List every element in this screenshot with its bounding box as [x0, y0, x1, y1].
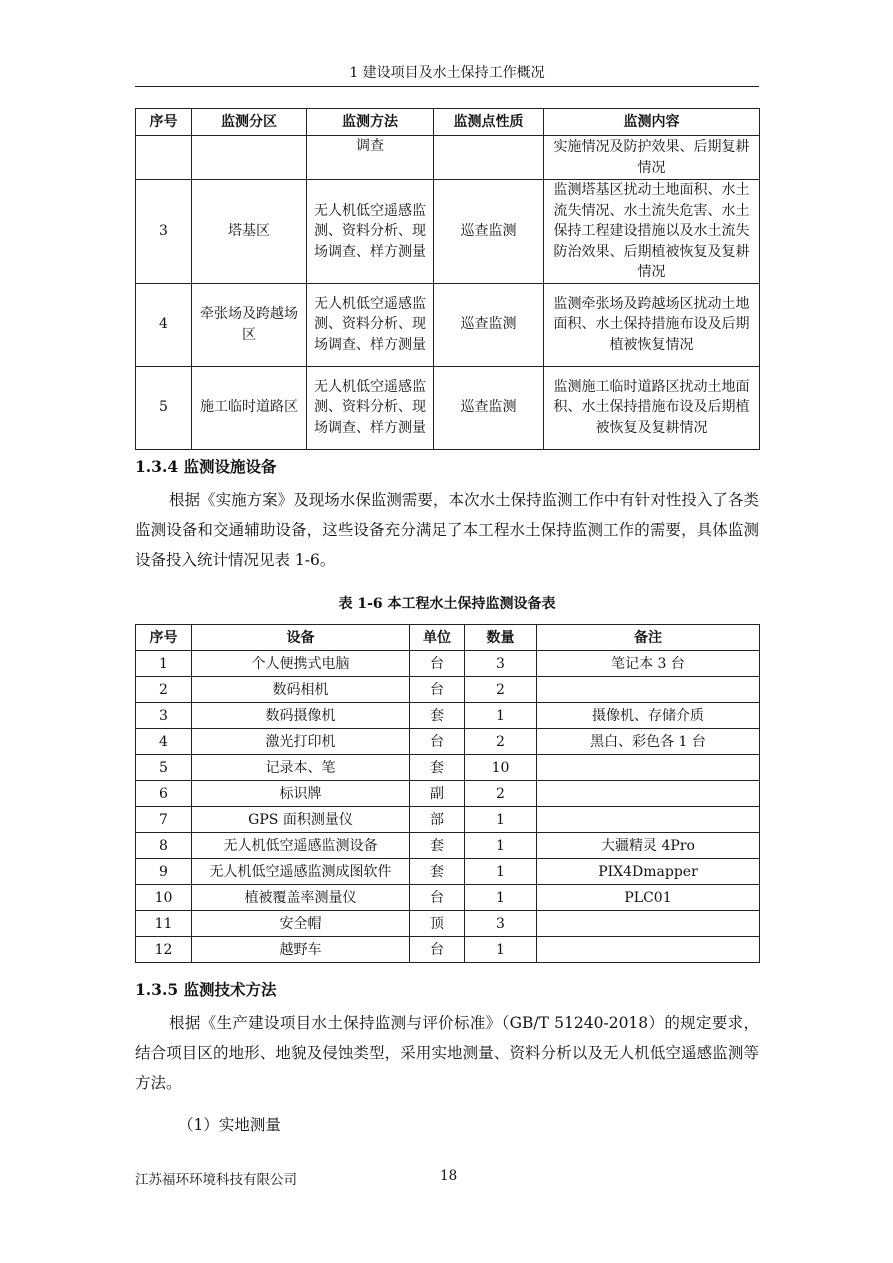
table-cell: 1: [465, 833, 537, 859]
table-row: [136, 885, 760, 911]
table-row: [136, 859, 760, 885]
table-cell: 4: [136, 283, 192, 366]
table-cell: GPS 面积测量仪: [192, 807, 410, 833]
page-number: 18: [440, 1168, 458, 1184]
table-header-row: [136, 625, 760, 651]
table-cell: 无人机低空遥感监测、资料分析、现场调查、样方测量: [307, 366, 434, 449]
table-cell: 巡查监测: [434, 180, 544, 284]
table-cell: 巡查监测: [434, 366, 544, 449]
table-row: [136, 283, 760, 366]
table-row: [136, 180, 760, 284]
table-cell: [537, 755, 760, 781]
table-cell: 8: [136, 833, 192, 859]
table-row: [136, 833, 760, 859]
table-cell: 台: [410, 937, 465, 963]
table-cell: 无人机低空遥感监测、资料分析、现场调查、样方测量: [307, 180, 434, 284]
table-cell: [434, 136, 544, 180]
table-cell: 11: [136, 911, 192, 937]
table-row: [136, 755, 760, 781]
table-cell: 3: [465, 651, 537, 677]
table-cell: 顶: [410, 911, 465, 937]
table-row: [136, 651, 760, 677]
table-cell: 7: [136, 807, 192, 833]
table-cell: 套: [410, 755, 465, 781]
table-cell: PLC01: [537, 885, 760, 911]
equipment-table: [135, 624, 760, 963]
table-row: [136, 911, 760, 937]
table-cell: [537, 677, 760, 703]
table-cell: 1: [136, 651, 192, 677]
header-cell: 单位: [410, 625, 465, 651]
table-cell: 巡查监测: [434, 283, 544, 366]
section-heading-1-3-5: 1.3.5 监测技术方法: [135, 980, 277, 999]
footer-company: 江苏福环环境科技有限公司: [135, 1172, 297, 1188]
section-paragraph-1-3-4: 根据《实施方案》及现场水保监测需要，本次水土保持监测工作中有针对性投入了各类监测设备和交通辅助设备，这些设备充分满足了本工程水土保持监测工作的需要，具体监测设备投入统计情况见表 1-6。: [135, 491, 759, 569]
table-cell: [136, 136, 192, 180]
header-cell: 序号: [136, 109, 192, 136]
table-row: [136, 781, 760, 807]
table-cell: 副: [410, 781, 465, 807]
table-row: [136, 729, 760, 755]
table-cell: 笔记本 3 台: [537, 651, 760, 677]
table-cell: 4: [136, 729, 192, 755]
header-cell: 监测内容: [544, 109, 760, 136]
table-cell: 6: [136, 781, 192, 807]
table-cell: 1: [465, 703, 537, 729]
table-caption: 表 1-6 本工程水土保持监测设备表: [338, 596, 556, 612]
table-cell: [537, 911, 760, 937]
table-cell: 10: [136, 885, 192, 911]
table-cell: 3: [136, 180, 192, 284]
table-cell: 套: [410, 703, 465, 729]
list-item-field-measurement: （1）实地测量: [178, 1116, 281, 1134]
table-cell: 无人机低空遥感监测设备: [192, 833, 410, 859]
table-cell: 5: [136, 366, 192, 449]
table-cell: 数码相机: [192, 677, 410, 703]
table-cell: 1: [465, 937, 537, 963]
monitoring-zone-table: [135, 108, 760, 450]
header-rule: [135, 86, 759, 87]
table-row: [136, 677, 760, 703]
table-cell: 牵张场及跨越场区: [192, 283, 307, 366]
table-cell: 实施情况及防护效果、后期复耕情况: [544, 136, 760, 180]
table-cell: 安全帽: [192, 911, 410, 937]
table-cell: 个人便携式电脑: [192, 651, 410, 677]
table-cell: 台: [410, 729, 465, 755]
header-cell: 监测方法: [307, 109, 434, 136]
table-cell: 施工临时道路区: [192, 366, 307, 449]
table-cell: 1: [465, 885, 537, 911]
table-cell: 监测塔基区扰动土地面积、水土流失情况、水土流失危害、水土保持工程建设措施以及水土流失防治效果、后期植被恢复及复耕情况: [544, 180, 760, 284]
table-cell: 台: [410, 677, 465, 703]
table-cell: [537, 937, 760, 963]
table-cell: 调查: [307, 136, 434, 180]
table-cell: 越野车: [192, 937, 410, 963]
table-cell: 数码摄像机: [192, 703, 410, 729]
table-cell: 部: [410, 807, 465, 833]
header-cell: 监测分区: [192, 109, 307, 136]
table-cell: 2: [465, 729, 537, 755]
header-cell: 设备: [192, 625, 410, 651]
table-cell: 3: [465, 911, 537, 937]
table-row: [136, 937, 760, 963]
running-header: 1 建设项目及水土保持工作概况: [349, 65, 545, 81]
table-cell: 1: [465, 807, 537, 833]
table-cell: 5: [136, 755, 192, 781]
header-cell: 监测点性质: [434, 109, 544, 136]
section-paragraph-1-3-5: 根据《生产建设项目水土保持监测与评价标准》（GB/T 51240-2018）的规定要求，结合项目区的地形、地貌及侵蚀类型，采用实地测量、资料分析以及无人机低空遥感监测等方法。: [135, 1014, 759, 1092]
table-cell: 无人机低空遥感监测成图软件: [192, 859, 410, 885]
table-cell: 2: [136, 677, 192, 703]
table-cell: 3: [136, 703, 192, 729]
table-cell: 套: [410, 859, 465, 885]
table-cell: 摄像机、存储介质: [537, 703, 760, 729]
table-cell: 1: [465, 859, 537, 885]
table-cell: 无人机低空遥感监测、资料分析、现场调查、样方测量: [307, 283, 434, 366]
table-row: [136, 136, 760, 180]
table-cell: 台: [410, 885, 465, 911]
table-row: [136, 807, 760, 833]
table-cell: 植被覆盖率测量仪: [192, 885, 410, 911]
header-cell: 序号: [136, 625, 192, 651]
table-cell: PIX4Dmapper: [537, 859, 760, 885]
table-cell: 2: [465, 677, 537, 703]
table-cell: 台: [410, 651, 465, 677]
section-heading-1-3-4: 1.3.4 监测设施设备: [135, 457, 277, 476]
table-cell: 记录本、笔: [192, 755, 410, 781]
table-cell: 黑白、彩色各 1 台: [537, 729, 760, 755]
header-cell: 备注: [537, 625, 760, 651]
table-cell: 10: [465, 755, 537, 781]
table-cell: [537, 781, 760, 807]
table-cell: 激光打印机: [192, 729, 410, 755]
table-cell: 大疆精灵 4Pro: [537, 833, 760, 859]
table-row: [136, 366, 760, 449]
table-cell: 12: [136, 937, 192, 963]
table-cell: 2: [465, 781, 537, 807]
table-cell: [192, 136, 307, 180]
table-row: [136, 703, 760, 729]
table-cell: 套: [410, 833, 465, 859]
table-cell: 监测施工临时道路区扰动土地面积、水土保持措施布设及后期植被恢复及复耕情况: [544, 366, 760, 449]
table-header-row: [136, 109, 760, 136]
table-cell: 标识牌: [192, 781, 410, 807]
table-cell: 塔基区: [192, 180, 307, 284]
table-cell: [537, 807, 760, 833]
header-cell: 数量: [465, 625, 537, 651]
table-cell: 9: [136, 859, 192, 885]
table-cell: 监测牵张场及跨越场区扰动土地面积、水土保持措施布设及后期植被恢复情况: [544, 283, 760, 366]
